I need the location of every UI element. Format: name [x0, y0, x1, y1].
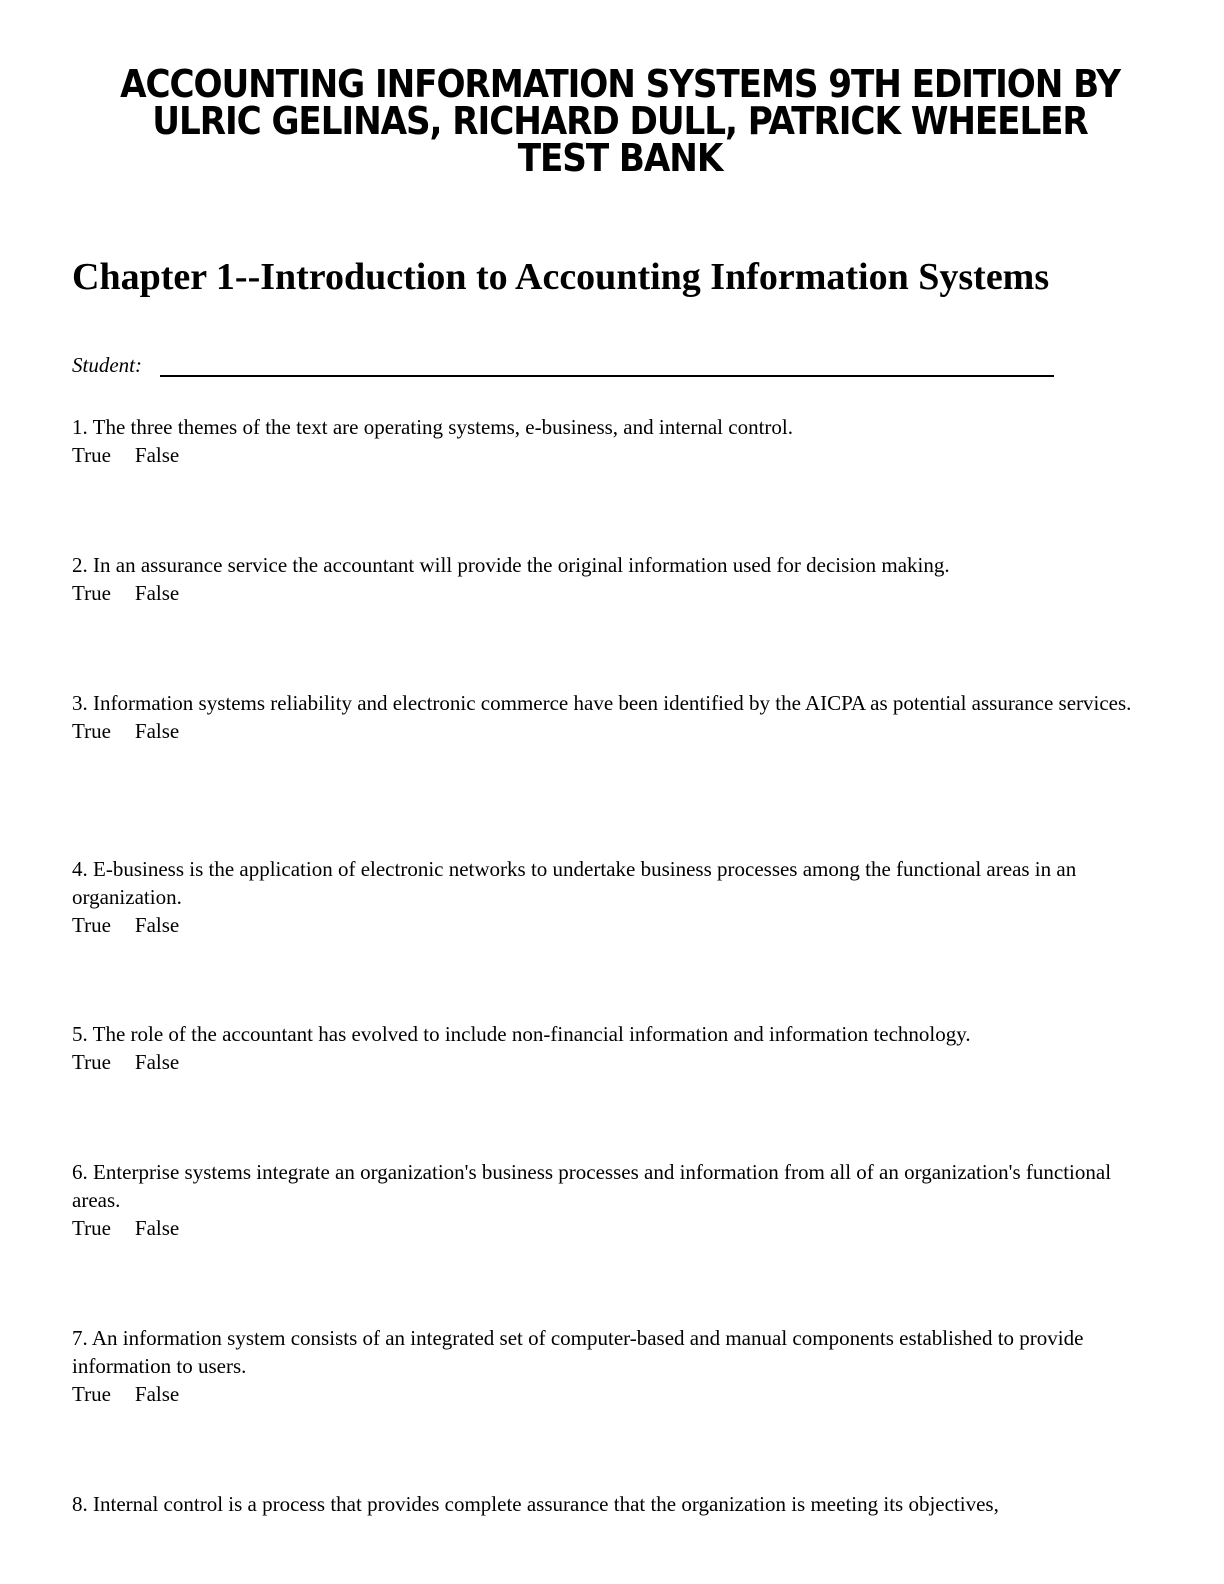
title-line: TEST BANK: [517, 136, 723, 180]
title-line: ACCOUNTING INFORMATION SYSTEMS 9TH EDITION BY: [120, 62, 1120, 106]
true-option[interactable]: True: [72, 1382, 111, 1406]
question-text: 5. The role of the accountant has evolved to include non-financial information and information technology.: [72, 1022, 971, 1046]
document-title: [98, 62, 1142, 180]
true-option[interactable]: True: [72, 443, 111, 467]
answer-options: [72, 1214, 1152, 1242]
true-option[interactable]: True: [72, 1050, 111, 1074]
false-option[interactable]: False: [134, 913, 180, 937]
question-item: [72, 855, 1152, 939]
answer-options: [72, 717, 1152, 745]
false-option[interactable]: False: [134, 719, 180, 743]
true-option[interactable]: True: [72, 913, 111, 937]
question-item: [72, 1158, 1152, 1242]
question-text: 2. In an assurance service the accountant will provide the original information used for decision making.: [72, 553, 950, 577]
chapter-heading: Chapter 1--Introduction to Accounting Information Systems: [72, 256, 1050, 298]
true-option[interactable]: True: [72, 581, 111, 605]
question-item: [72, 689, 1152, 745]
question-item: [72, 413, 1152, 469]
true-option[interactable]: True: [72, 1216, 111, 1240]
true-option[interactable]: True: [72, 719, 111, 743]
question-text: 8. Internal control is a process that provides complete assurance that the organization is meeting its objectives,: [72, 1492, 999, 1516]
question-item: [72, 1020, 1152, 1076]
question-item: [72, 551, 1152, 607]
student-name-line[interactable]: [160, 375, 1054, 377]
answer-options: [72, 1048, 1152, 1076]
student-label: Student:: [72, 353, 142, 377]
false-option[interactable]: False: [134, 443, 180, 467]
answer-options: [72, 441, 1152, 469]
question-text: 3. Information systems reliability and electronic commerce have been identified by the AICPA as potential assurance services.: [72, 691, 1132, 715]
answer-options: [72, 1380, 1152, 1408]
question-text: 1. The three themes of the text are operating systems, e-business, and internal control.: [72, 415, 793, 439]
false-option[interactable]: False: [134, 1382, 180, 1406]
answer-options: [72, 911, 1152, 939]
question-text: 7. An information system consists of an integrated set of computer-based and manual components established to provide information to users.: [72, 1326, 1084, 1378]
title-line: ULRIC GELINAS, RICHARD DULL, PATRICK WHEELER: [152, 99, 1088, 143]
question-item: [72, 1324, 1152, 1408]
answer-options: [72, 579, 1152, 607]
false-option[interactable]: False: [134, 581, 180, 605]
question-item: [72, 1490, 1152, 1518]
false-option[interactable]: False: [134, 1050, 180, 1074]
false-option[interactable]: False: [134, 1216, 180, 1240]
question-text: 6. Enterprise systems integrate an organization's business processes and information from all of an organization's functional areas.: [72, 1160, 1112, 1212]
question-text: 4. E-business is the application of electronic networks to undertake business processes among the functional areas in an organization.: [72, 857, 1077, 909]
